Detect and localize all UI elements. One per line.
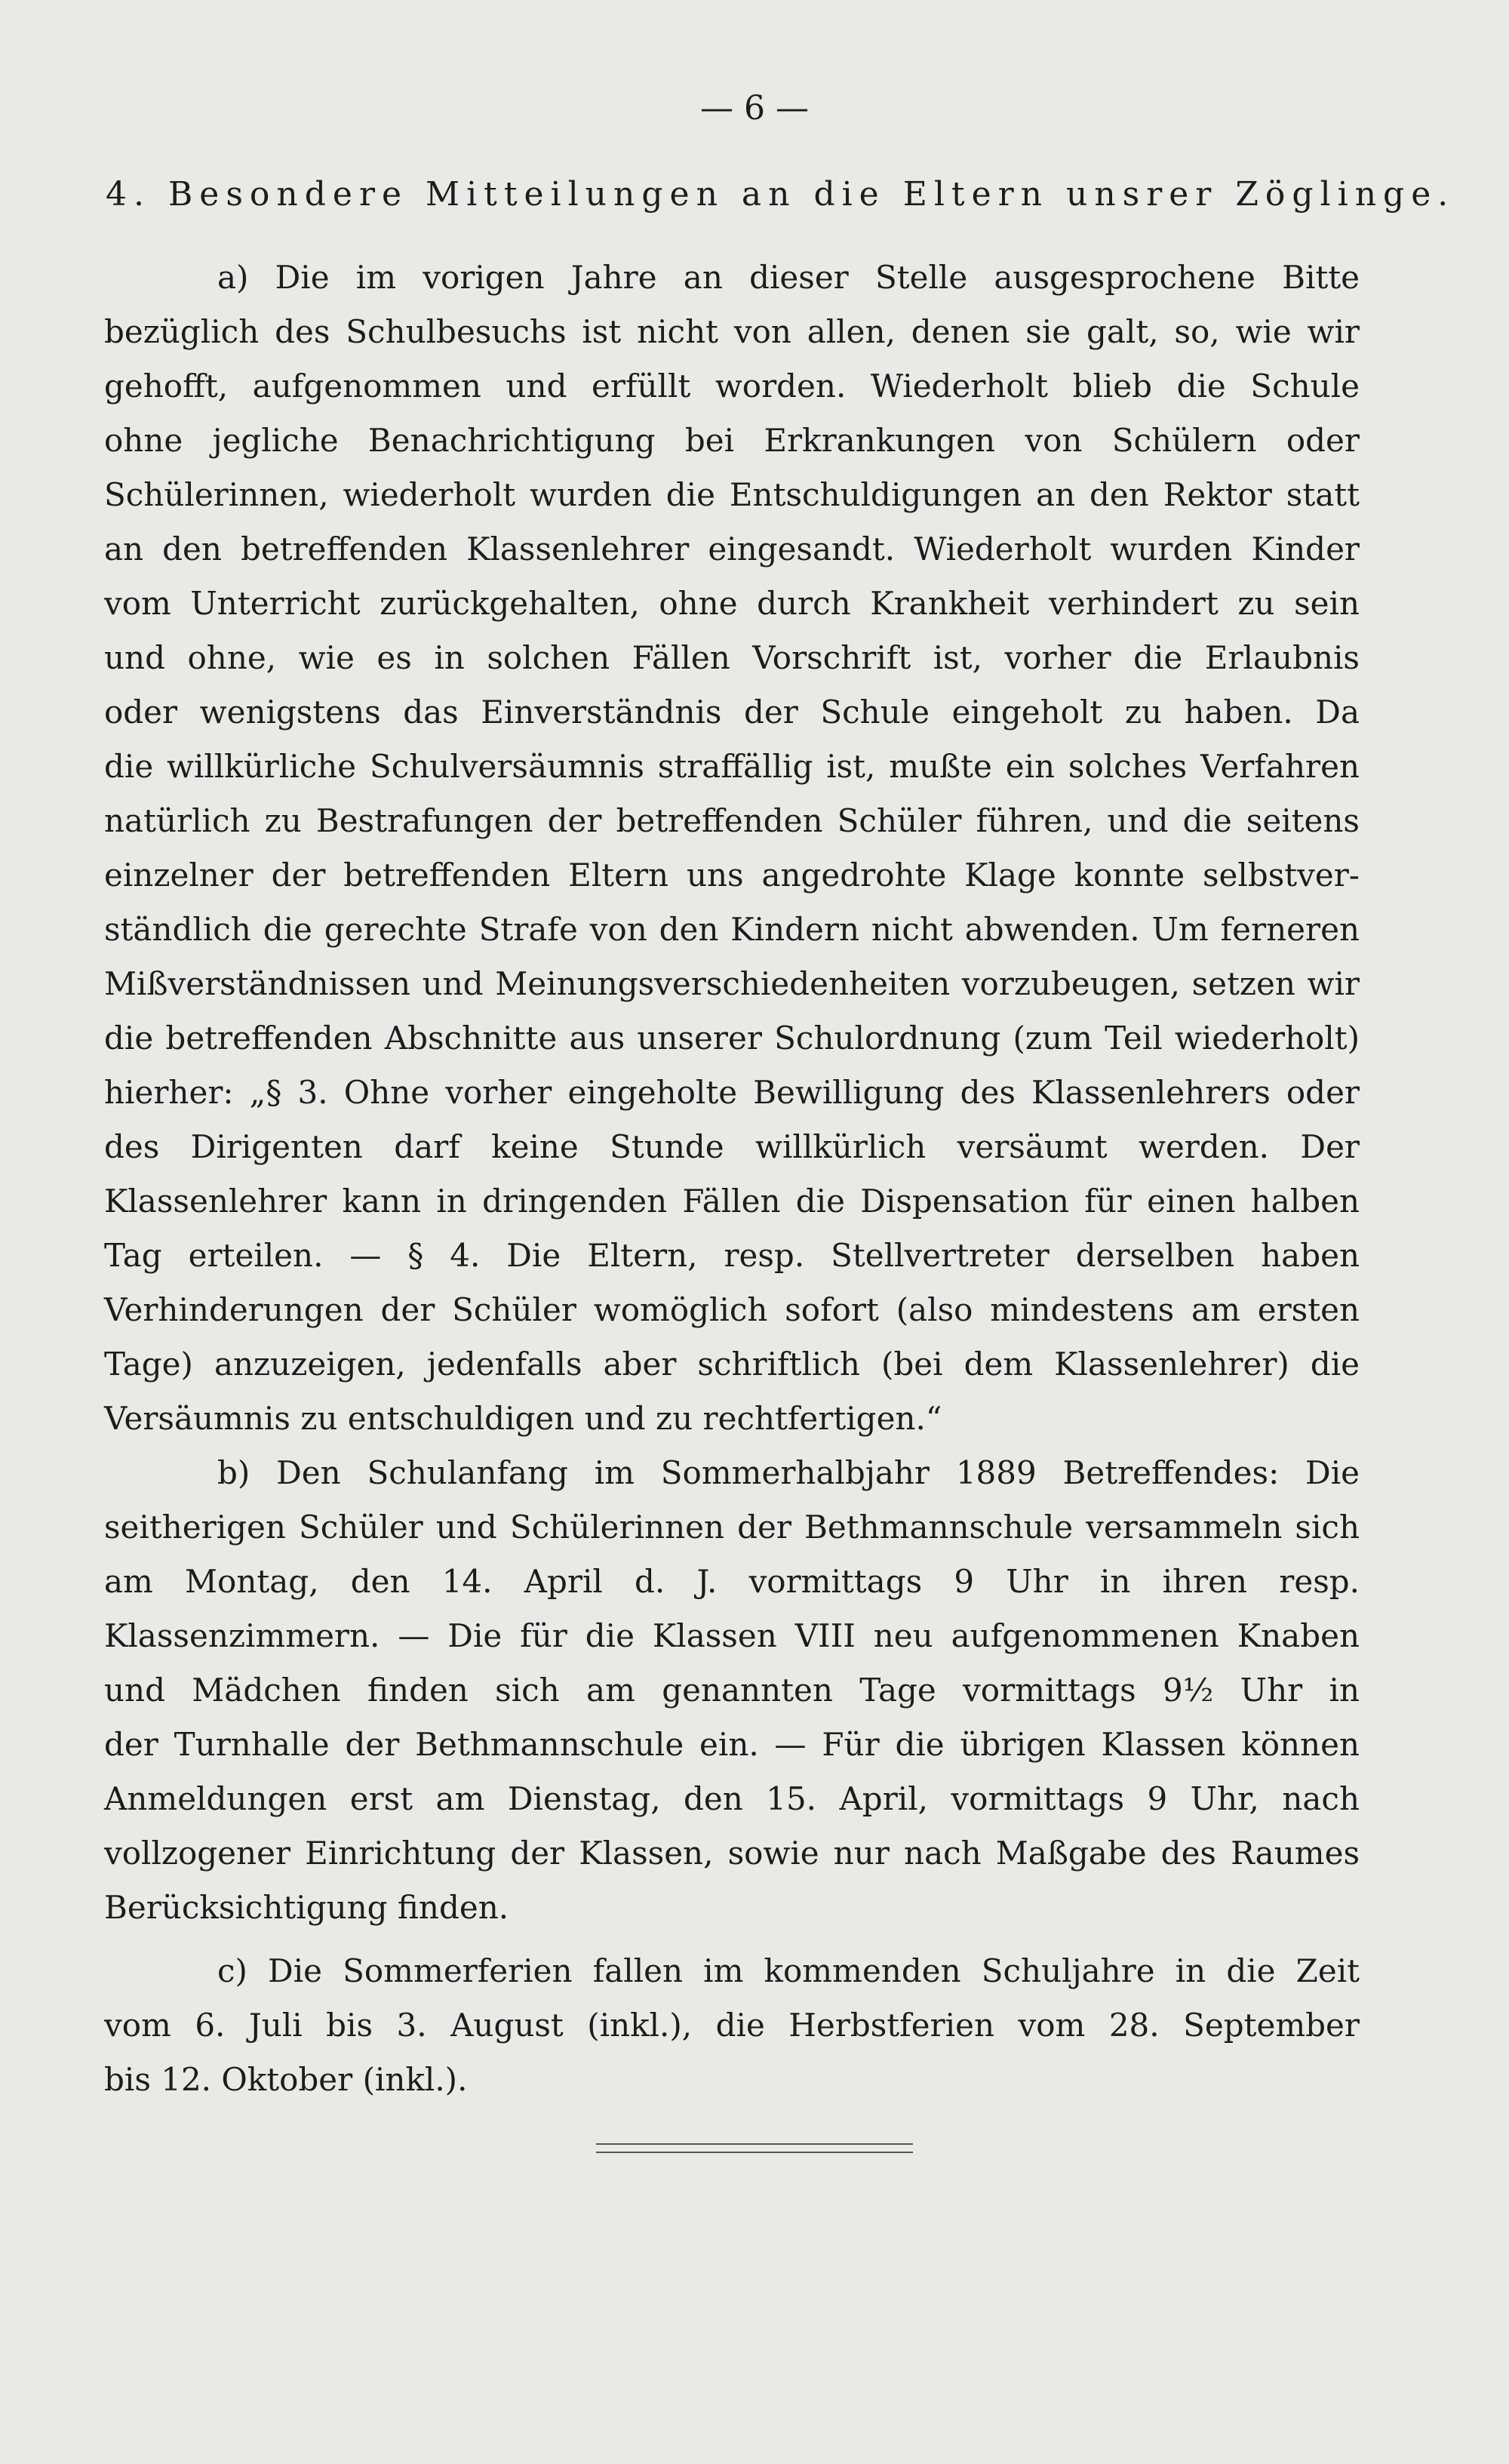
paragraph-b-line: b) Den Schulanfang im Sommerhalbjahr 1889 Betreffendes: Die: [217, 1454, 1360, 1491]
paragraph-a-line: Versäumnis zu entschuldigen und zu rechtfertigen.“: [104, 1400, 942, 1437]
paragraph-a-line: bezüglich des Schulbesuchs ist nicht von allen, denen sie galt, so, wie wir: [104, 313, 1360, 350]
paragraph-b-line: Berücksichtigung finden.: [104, 1889, 509, 1926]
paragraph-a-line: Schülerinnen, wiederholt wurden die Entschuldigungen an den Rektor statt: [104, 476, 1360, 513]
paragraph-a-line: Verhinderungen der Schüler womöglich sofort (also mindestens am ersten: [104, 1291, 1360, 1328]
paragraph-a-line: hierher: „§ 3. Ohne vorher eingeholte Bewilligung des Klassenlehrers oder: [104, 1074, 1360, 1111]
paragraph-a-line: gehofft, aufgenommen und erfüllt worden. Wiederholt blieb die Schule: [104, 368, 1360, 405]
paragraph-b-line: am Montag, den 14. April d. J. vormittags 9 Uhr in ihren resp.: [104, 1563, 1360, 1600]
section-heading: 4. Besondere Mitteilungen an die Eltern unsrer Zöglinge.: [106, 175, 1455, 214]
paragraph-b-line: Anmeldungen erst am Dienstag, den 15. April, vormittags 9 Uhr, nach: [104, 1780, 1360, 1817]
paragraph-a-line: an den betreffenden Klassenlehrer eingesandt. Wiederholt wurden Kinder: [104, 531, 1360, 568]
paragraph-a-line: Mißverständnissen und Meinungsverschiedenheiten vorzubeugen, setzen wir: [104, 965, 1360, 1002]
paragraph-a-line: Tag erteilen. — § 4. Die Eltern, resp. Stellvertreter derselben haben: [104, 1237, 1360, 1274]
paragraph-b-line: seitherigen Schüler und Schülerinnen der Bethmannschule versammeln sich: [104, 1509, 1360, 1546]
paragraph-a-line: oder wenigstens das Einverständnis der Schule eingeholt zu haben. Da: [104, 694, 1360, 731]
paragraph-a-line: und ohne, wie es in solchen Fällen Vorschrift ist, vorher die Erlaubnis: [104, 639, 1360, 676]
paragraph-a-line: des Dirigenten darf keine Stunde willkürlich versäumt werden. Der: [104, 1128, 1360, 1165]
paragraph-c-line: bis 12. Oktober (inkl.).: [104, 2061, 468, 2098]
paragraph-a-line: vom Unterricht zurückgehalten, ohne durch Krankheit verhindert zu sein: [104, 585, 1360, 622]
paragraph-a-line: die willkürliche Schulversäumnis straffällig ist, mußte ein solches Verfahren: [104, 748, 1360, 785]
paragraph-a-line: einzelner der betreffenden Eltern uns angedrohte Klage konnte selbstver-: [104, 857, 1360, 894]
paragraph-b-line: Klassenzimmern. — Die für die Klassen VIII neu aufgenommenen Knaben: [104, 1617, 1360, 1654]
paragraph-b-line: der Turnhalle der Bethmannschule ein. — Für die übrigen Klassen können: [104, 1726, 1360, 1763]
closing-double-rule: [596, 2143, 913, 2153]
paragraph-a-line: ständlich die gerechte Strafe von den Kindern nicht abwenden. Um ferneren: [104, 911, 1360, 948]
paragraph-c-line: vom 6. Juli bis 3. August (inkl.), die Herbstferien vom 28. September: [104, 2007, 1360, 2044]
page-number: — 6 —: [700, 89, 809, 128]
paragraph-a-line: Klassenlehrer kann in dringenden Fällen die Dispensation für einen halben: [104, 1183, 1360, 1220]
paragraph-a-line: die betreffenden Abschnitte aus unserer Schulordnung (zum Teil wiederholt): [104, 1020, 1360, 1057]
paragraph-c-line: c) Die Sommerferien fallen im kommenden Schuljahre in die Zeit: [217, 1952, 1360, 1989]
paragraph-a-line: ohne jegliche Benachrichtigung bei Erkrankungen von Schülern oder: [104, 422, 1360, 459]
paragraph-b-line: und Mädchen finden sich am genannten Tage vormittags 9½ Uhr in: [104, 1672, 1360, 1709]
paragraph-a-line: a) Die im vorigen Jahre an dieser Stelle ausgesprochene Bitte: [217, 259, 1360, 296]
paragraph-b-line: vollzogener Einrichtung der Klassen, sowie nur nach Maßgabe des Raumes: [104, 1835, 1360, 1872]
paragraph-a-line: natürlich zu Bestrafungen der betreffenden Schüler führen, und die seitens: [104, 802, 1360, 839]
paragraph-a-line: Tage) anzuzeigen, jedenfalls aber schriftlich (bei dem Klassenlehrer) die: [104, 1346, 1360, 1383]
